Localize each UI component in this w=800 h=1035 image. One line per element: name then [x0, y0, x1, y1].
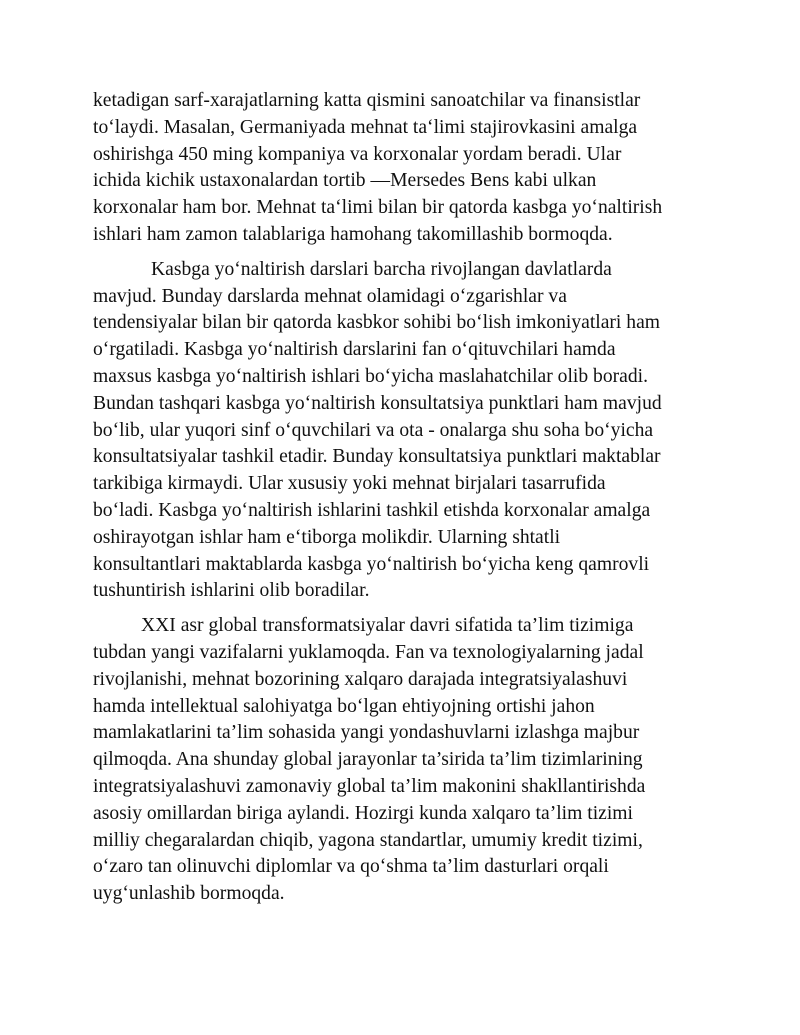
text-line: integratsiyalashuvi zamonaviy global ta’lim makonini shakllantirishda — [93, 775, 646, 797]
text-line: konsultatsiyalar tashkil etadir. Bunday konsultatsiya punktlari maktablar — [93, 446, 661, 468]
text-line: asosiy omillardan biriga aylandi. Hozirgi kunda xalqaro ta’lim tizimi — [93, 802, 633, 824]
text-line: maxsus kasbga yo‘naltirish ishlari bo‘yicha maslahatchilar olib boradi. — [93, 365, 649, 387]
text-line: tarkibiga kirmaydi. Ular xususiy yoki mehnat birjalari tasarrufida — [93, 473, 606, 495]
text-line: mamlakatlarini ta’lim sohasida yangi yondashuvlarni izlashga majbur — [93, 722, 640, 744]
text-line: ishlari ham zamon talablariga hamohang takomillashib bormoqda. — [93, 223, 613, 245]
text-line: oshirishga 450 ming kompaniya va korxonalar yordam beradi. Ular — [93, 143, 622, 165]
text-line: oshirayotgan ishlar ham e‘tiborga molikdir. Ularning shtatli — [93, 526, 561, 548]
text-line: bo‘lib, ular yuqori sinf o‘quvchilari va ota - onalarga shu soha bo‘yicha — [93, 419, 654, 441]
text-line: o‘zaro tan olinuvchi diplomlar va qo‘shma ta’lim dasturlari orqali — [93, 856, 609, 878]
text-line: tubdan yangi vazifalarni yuklamoqda. Fan va texnologiyalarning jadal — [93, 641, 644, 663]
text-line: o‘rgatiladi. Kasbga yo‘naltirish darslarini fan o‘qituvchilari hamda — [93, 339, 616, 361]
text-line: korxonalar ham bor. Mehnat ta‘limi bilan bir qatorda kasbga yo‘naltirish — [93, 197, 663, 219]
text-line: ichida kichik ustaxonalardan tortib —Mersedes Bens kabi ulkan — [93, 170, 597, 192]
text-line: uyg‘unlashib bormoqda. — [93, 883, 285, 905]
text-line: hamda intellektual salohiyatga bo‘lgan ehtiyojning ortishi jahon — [93, 695, 595, 717]
text-line: milliy chegaralardan chiqib, yagona standartlar, umumiy kredit tizimi, — [93, 829, 643, 851]
paragraph-1 — [93, 88, 733, 249]
text-line: Bundan tashqari kasbga yo‘naltirish konsultatsiya punktlari ham mavjud — [93, 392, 662, 414]
text-line: mavjud. Bunday darslarda mehnat olamidagi o‘zgarishlar va — [93, 285, 567, 307]
paragraph-3 — [93, 613, 733, 908]
text-line: tendensiyalar bilan bir qatorda kasbkor sohibi bo‘lish imkoniyatlari ham — [93, 312, 661, 334]
text-line: bo‘ladi. Kasbga yo‘naltirish ishlarini tashkil etishda korxonalar amalga — [93, 499, 651, 521]
document-page — [93, 88, 733, 916]
text-line: rivojlanishi, mehnat bozorining xalqaro darajada integratsiyalashuvi — [93, 668, 628, 690]
text-line: ketadigan sarf-xarajatlarning katta qismini sanoatchilar va finansistlar — [93, 90, 641, 111]
text-line: to‘laydi. Masalan, Germaniyada mehnat ta‘limi stajirovkasini amalga — [93, 116, 638, 138]
text-line: konsultantlari maktablarda kasbga yo‘naltirish bo‘yicha keng qamrovli — [93, 553, 650, 575]
text-line: XXI asr global transformatsiyalar davri sifatida ta’lim tizimiga — [141, 615, 634, 637]
paragraph-2 — [93, 257, 733, 605]
text-line: Kasbga yo‘naltirish darslari barcha rivojlangan davlatlarda — [151, 258, 612, 280]
text-line: tushuntirish ishlarini olib boradilar. — [93, 580, 370, 602]
text-line: qilmoqda. Ana shunday global jarayonlar ta’sirida ta’lim tizimlarining — [93, 749, 643, 771]
